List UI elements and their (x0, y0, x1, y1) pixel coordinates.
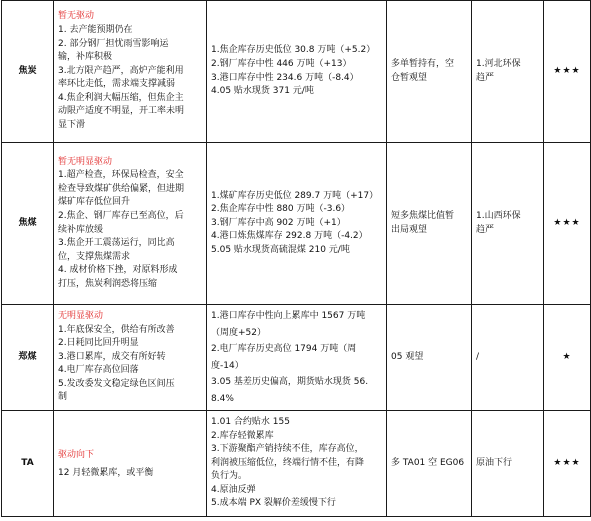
strategy-line: 短多焦煤比值暂 (391, 210, 455, 221)
commodity-name: 郑煤 (2, 305, 54, 411)
inventory-line: 1.01 合约贴水 155 (211, 416, 290, 427)
driver-line: 3.焦企开工震荡运行，同比高 (58, 238, 175, 249)
inventory-cell (207, 411, 387, 517)
strategy-cell (387, 1, 472, 143)
driver-line: 续补库放缓 (58, 224, 104, 235)
driver-line: 2.日耗同比回升明显 (58, 338, 139, 349)
driver-title: 无明显驱动 (58, 310, 104, 321)
driver-line: 1.超产检查，环保局检查，安全 (58, 170, 184, 181)
driver-line: 打压，焦炭利润恐将压缩 (58, 278, 158, 289)
table-row (2, 305, 591, 411)
driver-line: 4. 成材价格下挫，对原料形成 (58, 265, 178, 276)
strategy-line: 05 观望 (391, 351, 424, 362)
risk-line: 1.山西环保 (476, 210, 521, 221)
inventory-line: 3.05 基差历史偏高，期货贴水现货 56. (211, 377, 369, 387)
rating-stars: ★★★ (544, 1, 591, 143)
strategy-line: 出局观望 (391, 224, 428, 235)
table-row (2, 411, 591, 517)
strategy-cell (387, 143, 472, 305)
table-row (2, 1, 591, 143)
risk-line: 原油下行 (476, 457, 513, 468)
driver-line: 煤矿库存低位回升 (58, 197, 131, 208)
strategy-line: 多 TA01 空 EG06 (391, 457, 465, 468)
commodity-name: 焦煤 (2, 143, 54, 305)
driver-title: 暂无驱动 (58, 11, 95, 22)
inventory-line: 4.原油反弹 (211, 484, 256, 495)
driver-line: 检查导致煤矿供给偏紧，但进期 (58, 183, 185, 194)
risk-cell (472, 143, 544, 305)
driver-cell (54, 305, 207, 411)
inventory-line: 8.4% (211, 393, 234, 404)
inventory-cell (207, 1, 387, 143)
driver-line: 4.焦企利润大幅压缩，但焦企主 (58, 92, 184, 103)
driver-line: 率环比走低，需求端支撑减弱 (58, 79, 176, 90)
table-body (2, 1, 591, 517)
inventory-line: 1.港口库存中性向上累库中 1567 万吨 (211, 311, 366, 321)
inventory-line: 3.港口库存中性 234.6 万吨（-8.4） (211, 72, 359, 83)
driver-cell (54, 1, 207, 143)
driver-line: 3.北方限产趋严，高炉产能利用 (58, 65, 184, 76)
strategy-cell (387, 411, 472, 517)
inventory-line: 1.焦企库存历史低位 30.8 万吨（+5.2） (211, 45, 376, 56)
strategy-cell (387, 305, 472, 411)
inventory-line: 3.下游聚酯产销持续不佳，库存高位， (211, 444, 364, 455)
inventory-line: 1.煤矿库存历史低位 289.7 万吨（+17） (211, 190, 379, 201)
inventory-line: 4.05 贴水现货 371 元/吨 (211, 86, 314, 97)
rating-stars: ★★★ (544, 143, 591, 305)
risk-line: 1.河北环保 (476, 58, 521, 69)
inventory-line: 2.库存轻微累库 (211, 430, 274, 441)
rating-stars: ★★★ (544, 411, 591, 517)
driver-line: 显下滑 (58, 120, 86, 131)
inventory-cell (207, 143, 387, 305)
driver-cell (54, 411, 207, 517)
futures-table (1, 0, 591, 517)
driver-line: 2. 部分钢厂担忧雨雪影响运 (58, 38, 169, 49)
inventory-line: 5.成本端 PX 裂解价差缓慢下行 (211, 498, 336, 509)
risk-line: 趋严 (476, 224, 495, 235)
driver-line: 2.焦企、钢厂库存已至高位，后 (58, 210, 184, 221)
risk-line: 趋严 (476, 72, 495, 83)
risk-cell (472, 305, 544, 411)
rating-stars: ★ (544, 305, 591, 411)
inventory-line: 5.05 贴水现货高硫混煤 210 元/吨 (211, 244, 350, 255)
inventory-line: 4.港口炼焦煤库存 292.8 万吨（-4.2） (211, 231, 368, 242)
commodity-name: TA (2, 411, 54, 517)
inventory-line: （周度+52） (211, 327, 266, 338)
driver-line: 5.发改委发文稳定绿色区间压 (58, 378, 175, 389)
driver-line: 制 (58, 392, 68, 403)
driver-title: 驱动向下 (58, 449, 95, 460)
inventory-line: 3.钢厂库存中高 902 万吨（+1） (211, 217, 346, 228)
driver-line: 动限产适度不明显，开工率未明 (58, 106, 185, 117)
risk-cell (472, 411, 544, 517)
driver-line: 3.港口累库，成交有所好转 (58, 351, 166, 362)
inventory-line: 2.钢厂库存中性 446 万吨（+13） (211, 58, 352, 69)
driver-line: 12 月轻微累库，或平衡 (58, 467, 154, 478)
inventory-line: 负行为。 (211, 471, 248, 482)
driver-line: 1. 去产能预期仍在 (58, 24, 133, 35)
driver-line: 4.电厂库存高位回落 (58, 365, 139, 376)
risk-line: / (476, 351, 480, 362)
inventory-cell (207, 305, 387, 411)
driver-title: 暂无明显驱动 (58, 156, 113, 167)
strategy-line: 仓暂观望 (391, 72, 428, 83)
driver-line: 输，补库积极 (58, 52, 113, 63)
driver-line: 位，支撑焦煤需求 (58, 251, 131, 262)
inventory-line: 2.电厂库存历史高位 1794 万吨（周 (211, 344, 357, 354)
driver-cell (54, 143, 207, 305)
driver-line: 1.年底保安全，供给有所改善 (58, 324, 175, 335)
inventory-line: 2.焦企库存中性 880 万吨（-3.6） (211, 204, 351, 215)
inventory-line: 利润被压缩低位，终端行情不佳，有降 (211, 457, 365, 468)
commodity-name: 焦炭 (2, 1, 54, 143)
risk-cell (472, 1, 544, 143)
table-row (2, 143, 591, 305)
inventory-line: 度-14） (211, 360, 244, 371)
strategy-line: 多单暂持有，空 (391, 58, 455, 69)
